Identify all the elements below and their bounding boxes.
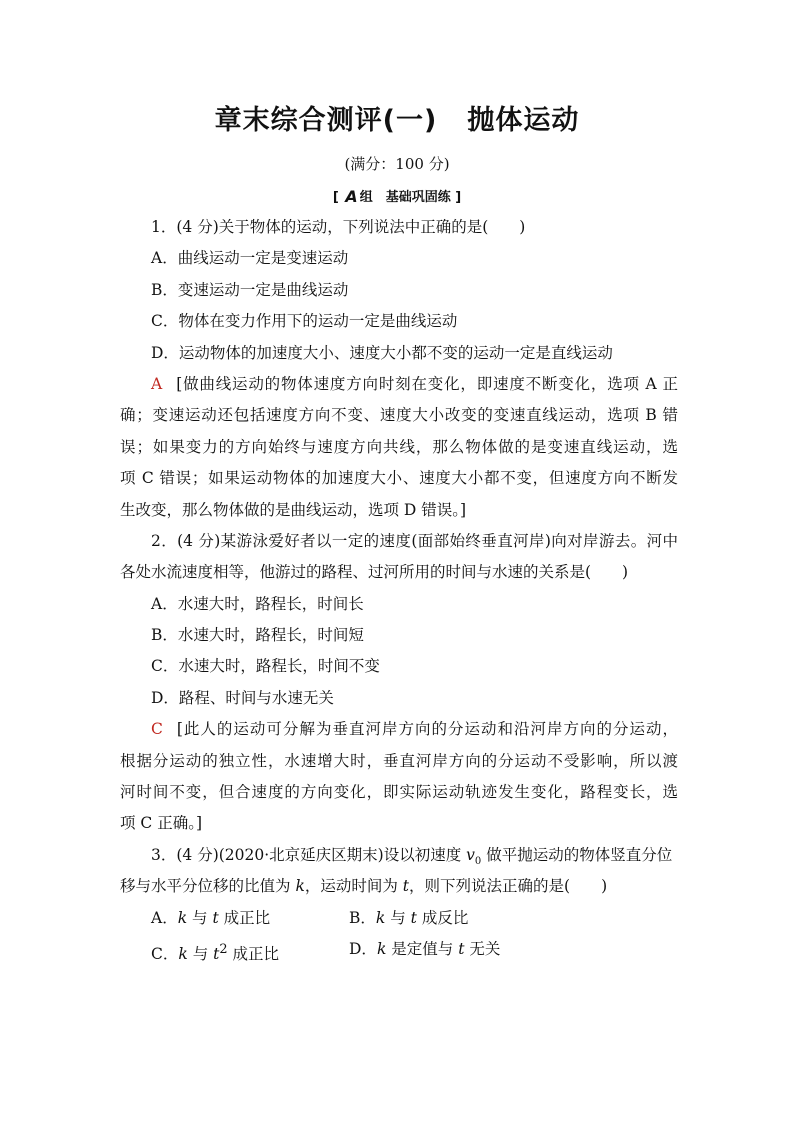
q2-explanation-line: 河时间不变，但合速度的方向变化，即实际运动轨迹发生变化，路程变长，选 — [120, 783, 678, 802]
q2-answer: C — [151, 720, 163, 739]
score-note: (满分：100 分) — [344, 155, 450, 173]
group-bracket-open: [ — [332, 190, 339, 205]
q3-stem-line: 3．(4 分)(2020·北京延庆区期末)设以初速度 $v_0$ 做平抛运动的物体竖直分位 — [151, 845, 673, 867]
q1-option-a: A．曲线运动一定是变速运动 — [151, 249, 349, 268]
group-heading — [0, 186, 794, 206]
q2-stem-line: 2．(4 分)某游泳爱好者以一定的速度(面部始终垂直河岸)向对岸游去。河中 — [151, 531, 678, 550]
q3-stem-line: 移与水平分位移的比值为 k，运动时间为 t，则下列说法正确的是( ) — [120, 877, 608, 896]
group-label: 组 基础巩固练 — [359, 190, 451, 205]
q1-option-c: C．物体在变力作用下的运动一定是曲线运动 — [151, 312, 458, 331]
q1-explanation-line: 项 C 错误；如果运动物体的加速度大小、速度大小都不变，但速度方向不断发 — [120, 469, 678, 488]
q2-option-c: C．水速大时，路程长，时间不变 — [151, 657, 380, 676]
q3-options-row — [120, 934, 678, 965]
q3-option-c: C．k 与 $t^2$ 成正比 — [151, 941, 280, 964]
q2-option-d: D．路程、时间与水速无关 — [151, 688, 334, 707]
title-sub: 抛体运动 — [467, 105, 580, 136]
q3-option-a: A．k 与 t 成正比 — [151, 908, 271, 927]
q3-options-row — [120, 903, 678, 934]
q2-option-b: B．水速大时，路程长，时间短 — [151, 626, 364, 645]
title-main: 章末综合测评(一) — [214, 105, 438, 136]
q2-option-a: A．水速大时，路程长，时间长 — [151, 594, 364, 613]
q1-answer: A — [151, 374, 163, 393]
question-content — [120, 212, 678, 965]
q2-explanation-line: C [此人的运动可分解为垂直河岸方向的分运动和沿河岸方向的分运动， — [151, 720, 678, 739]
q1-explanation-line: 误；如果变力的方向始终与速度方向共线，那么物体做的是变速直线运动，选 — [120, 437, 678, 456]
page-title — [0, 98, 794, 137]
q1-explanation-line: 确；变速运动还包括速度方向不变、速度大小改变的变速直线运动，选项 B 错 — [120, 406, 678, 425]
group-bracket-close: ] — [455, 190, 462, 205]
q2-explanation-line: 根据分运动的独立性，水速增大时，垂直河岸方向的分运动不受影响，所以渡 — [120, 751, 678, 770]
q3-option-d: D．k 是定值与 t 无关 — [349, 939, 501, 958]
q1-option-b: B．变速运动一定是曲线运动 — [151, 280, 349, 299]
q2-explanation-line: 项 C 正确。] — [120, 814, 203, 833]
q2-stem-line: 各处水流速度相等，他游过的路程、过河所用的时间与水速的关系是( ) — [120, 563, 629, 582]
q1-option-d: D．运动物体的加速度大小、速度大小都不变的运动一定是直线运动 — [151, 343, 613, 362]
q1-explanation-line: A [做曲线运动的物体速度方向时刻在变化，即速度不断变化，选项 A 正 — [151, 374, 678, 393]
q3-option-b: B．k 与 t 成反比 — [349, 908, 469, 927]
q1-stem: 1．(4 分)关于物体的运动，下列说法中正确的是( ) — [151, 218, 526, 236]
q1-explanation-line: 生改变，那么物体做的是曲线运动，选项 D 错误。] — [120, 500, 467, 519]
group-a-icon: A — [345, 187, 358, 206]
